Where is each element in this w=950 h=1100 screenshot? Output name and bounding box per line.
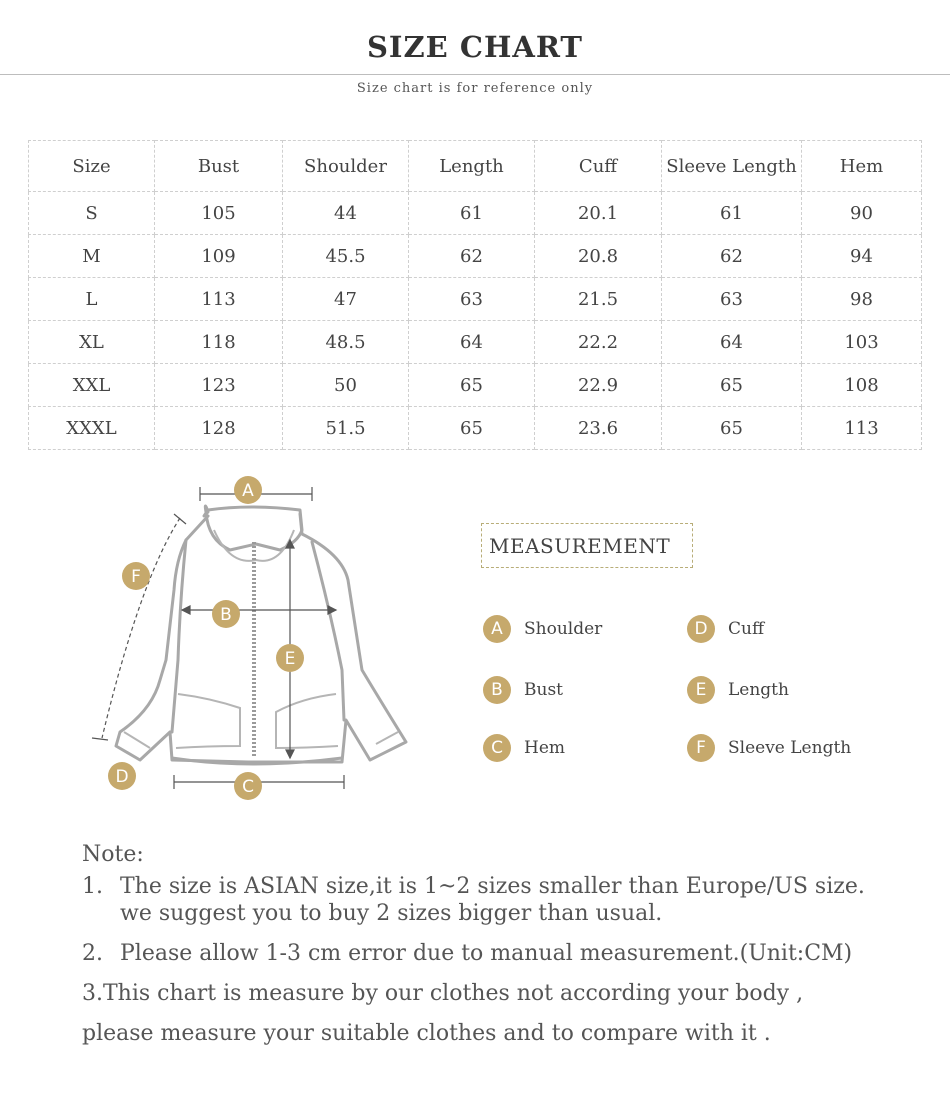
marker-c [234,772,262,800]
table-cell: 21.5 [535,278,662,321]
jacket-right-sleeve-edge [312,542,344,720]
table-cell: 44 [283,192,409,235]
page-title: SIZE CHART [366,30,584,64]
svg-text:C: C [242,777,254,797]
table-cell: 61 [662,192,802,235]
table-cell: S [29,192,155,235]
marker-b [212,600,240,628]
table-cell: 23.6 [535,407,662,450]
notes-heading: Note: [82,842,144,867]
header-cuff: Cuff [535,141,662,192]
jacket-left-sleeve-edge [172,540,186,732]
marker-f [122,562,150,590]
note-1-line-2: we suggest you to buy 2 sizes bigger than usual. [120,901,663,926]
table-cell: 64 [662,321,802,364]
table-cell: 20.8 [535,235,662,278]
table-cell: M [29,235,155,278]
table-cell: 61 [409,192,535,235]
table-cell: 65 [409,407,535,450]
table-cell: 113 [155,278,283,321]
table-cell: 118 [155,321,283,364]
table-cell: 108 [802,364,922,407]
marker-a [234,476,262,504]
table-cell: 65 [662,364,802,407]
svg-text:B: B [220,605,232,625]
jacket-right-pocket [276,694,338,748]
note-1-line-1: The size is ASIAN size,it is 1~2 sizes smaller than Europe/US size. [120,874,865,899]
header-sleeve-length: Sleeve Length [662,141,802,192]
jacket-right-cuff [376,732,398,744]
badge-c: C [483,734,511,762]
jacket-left-pocket [176,694,240,748]
table-cell: 48.5 [283,321,409,364]
legend-label: Hem [524,738,566,758]
legend-label: Length [728,680,789,700]
note-2-text: Please allow 1-3 cm error due to manual measurement.(Unit:CM) [120,941,853,966]
legend-item-bust [483,676,563,704]
table-cell: 128 [155,407,283,450]
svg-text:F: F [131,567,141,587]
legend-item-shoulder [483,615,602,643]
table-cell: 65 [662,407,802,450]
table-row [29,407,922,450]
size-table [28,140,922,450]
svg-text:E: E [284,649,296,669]
table-cell: 51.5 [283,407,409,450]
header-size: Size [29,141,155,192]
table-cell: 20.1 [535,192,662,235]
table-cell: XL [29,321,155,364]
table-cell: 63 [662,278,802,321]
badge-f: F [687,734,715,762]
table-row [29,364,922,407]
table-cell: 62 [409,235,535,278]
header-hem: Hem [802,141,922,192]
note-3-line-2: please measure your suitable clothes and to compare with it . [82,1021,771,1046]
table-cell: 63 [409,278,535,321]
header-shoulder: Shoulder [283,141,409,192]
note-2-number: 2. [82,941,103,966]
table-cell: XXL [29,364,155,407]
badge-d: D [687,615,715,643]
table-cell: 50 [283,364,409,407]
page-subtitle: Size chart is for reference only [356,81,594,96]
badge-a: A [483,615,511,643]
table-cell: 45.5 [283,235,409,278]
legend-item-length [687,676,789,704]
table-row [29,321,922,364]
table-cell: 62 [662,235,802,278]
legend-label: Cuff [728,619,765,639]
measurement-heading: MEASUREMENT [481,523,693,568]
table-cell: 47 [283,278,409,321]
marker-d [108,762,136,790]
table-cell: L [29,278,155,321]
header-bust: Bust [155,141,283,192]
table-cell: 22.9 [535,364,662,407]
table-row [29,278,922,321]
table-cell: 109 [155,235,283,278]
badge-e: E [687,676,715,704]
legend-item-sleeve-length [687,734,851,762]
jacket-left-cuff [124,732,150,748]
title-divider [0,74,950,75]
table-cell: 65 [409,364,535,407]
table-cell: 113 [802,407,922,450]
legend-label: Sleeve Length [728,738,852,758]
table-cell: 90 [802,192,922,235]
table-cell: 98 [802,278,922,321]
jacket-body [116,514,406,762]
table-header-row [29,141,922,192]
legend-label: Shoulder [524,619,603,639]
jacket-diagram [80,470,440,810]
legend-item-hem [483,734,565,762]
legend-item-cuff [687,615,764,643]
table-cell: 105 [155,192,283,235]
table-cell: 103 [802,321,922,364]
note-1-number: 1. [82,874,103,899]
badge-b: B [483,676,511,704]
header-length: Length [409,141,535,192]
table-cell: XXXL [29,407,155,450]
table-cell: 123 [155,364,283,407]
svg-text:A: A [242,481,254,501]
table-cell: 22.2 [535,321,662,364]
table-cell: 94 [802,235,922,278]
svg-text:D: D [115,767,129,787]
table-cell: 64 [409,321,535,364]
marker-e [276,644,304,672]
legend-label: Bust [524,680,563,700]
table-row [29,192,922,235]
table-row [29,235,922,278]
note-3-line-1: 3.This chart is measure by our clothes not according your body , [82,981,804,1006]
